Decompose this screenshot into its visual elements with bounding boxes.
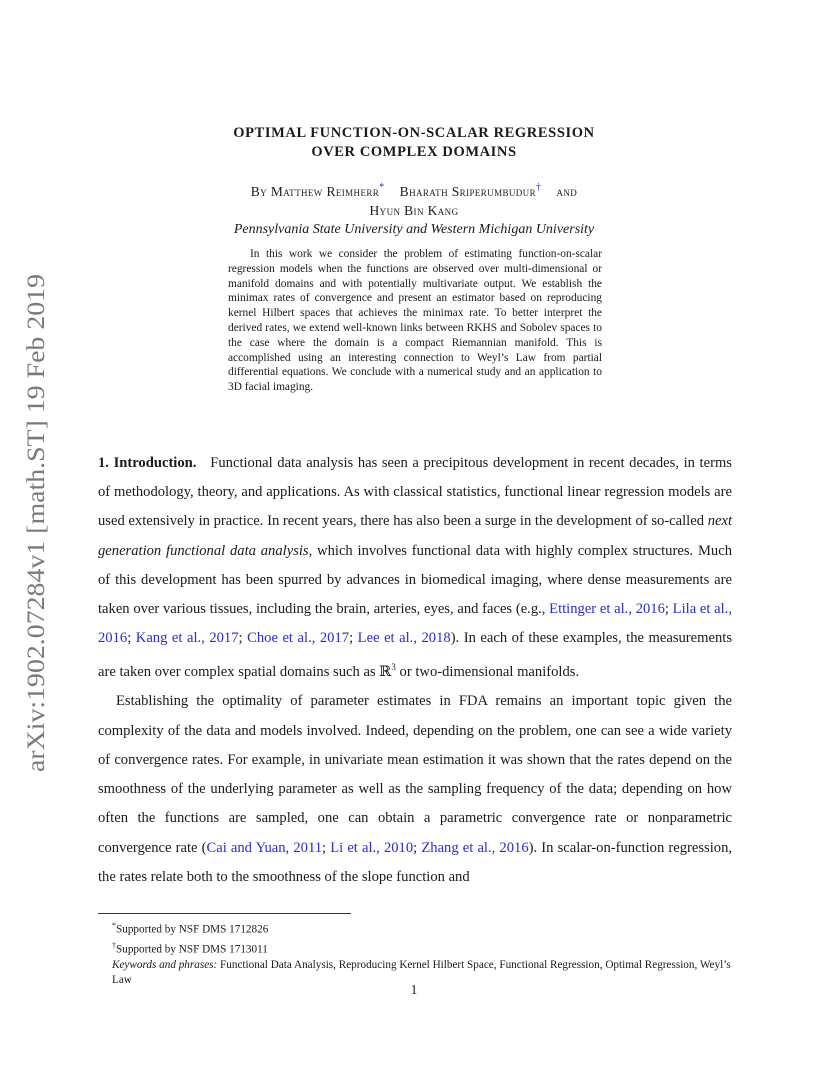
citation-link[interactable]: Cai and Yuan, 2011 bbox=[206, 839, 322, 856]
section-title: Introduction. bbox=[113, 455, 197, 471]
citation-link[interactable]: Lila et al., 2016 bbox=[98, 601, 732, 647]
keywords-label: Keywords and phrases: bbox=[112, 958, 218, 971]
keywords-text: Functional Data Analysis, Reproducing Kernel Hilbert Space, Functional Regression, Optimal Regression, Weyl’s Law bbox=[112, 958, 731, 987]
author-name-3: Hyun Bin Kang bbox=[369, 203, 459, 218]
page-number: 1 bbox=[410, 982, 418, 997]
text-run: ). In scalar-on-function regression, the rates relate both to the smoothness of the slope function and bbox=[98, 839, 733, 885]
affiliation: Pennsylvania State University and Western Michigan University bbox=[233, 222, 595, 237]
citation-link[interactable]: Zhang et al., 2016 bbox=[421, 839, 529, 856]
paragraph-1: 1. Introduction. Functional data analysis has seen a precipitous development in recent decades, in terms of methodology, theory, and applications. As with classical statistics, functional linear regression models are used extensively in practice. In recent years, there has also been a surge in the development of so-called next generation functional data analysis, which involves functional data with highly complex structures. Much of this development has been spurred by advances in biomedical imaging, where dense measurements are taken over various tissues, including the brain, arteries, eyes, and faces (e.g., Ettinger et al., 2016; Lila et al., 2016; Kang et al., 2017; Choe et al., 2017; Lee et al., 2018). In each of these examples, the measurements are taken over complex spatial domains such as ℝ$^3$ or two-dimensional manifolds. bbox=[98, 455, 733, 681]
text-run: Functional data analysis has seen a precipitous development in recent decades, in terms of methodology, theory, and applications. As with classical statistics, functional linear regression models are used extensively in practice. In recent years, there has also been a surge in the development of so-called bbox=[98, 455, 732, 530]
section-number: 1. bbox=[98, 455, 109, 471]
paragraph-2: Establishing the optimality of parameter estimates in FDA remains an important topic given the complexity of the data and models involved. Indeed, depending on the problem, one can see a wide variety of convergence rates. For example, in univariate mean estimation it was shown that the rates depend on the smoothness of the underlying parameter as well as the sampling frequency of the data; depending on how often the functions are sampled, one can obtain a parametric convergence rate or nonparametric convergence rate (Cai and Yuan, 2011; Li et al., 2010; Zhang et al., 2016). In scalar-on-function regression, the rates relate both to the smoothness of the slope function and bbox=[98, 693, 733, 885]
citation-link[interactable]: Choe et al., 2017 bbox=[247, 630, 350, 647]
author-list bbox=[0, 178, 828, 220]
section-introduction bbox=[98, 449, 732, 892]
author-name-2: Bharath Sriperumbudur bbox=[399, 184, 536, 199]
author-name-1: Matthew Reimherr bbox=[270, 184, 380, 199]
by-word: By bbox=[250, 184, 268, 199]
paper-title bbox=[0, 124, 828, 162]
author-line-1 bbox=[0, 178, 828, 201]
citation-link[interactable]: Li et al., 2010 bbox=[330, 839, 414, 856]
author-footnote-mark-1[interactable]: * bbox=[379, 182, 385, 193]
author-footnote-mark-2[interactable]: † bbox=[535, 182, 542, 193]
citation-link[interactable]: Ettinger et al., 2016 bbox=[549, 601, 665, 618]
footnotes bbox=[98, 918, 732, 988]
math-symbol: ℝ bbox=[379, 664, 392, 681]
arxiv-identifier bbox=[2, 272, 62, 772]
footnote-text: Supported by NSF DMS 1712826 bbox=[116, 923, 269, 936]
citation-link[interactable]: Lee et al., 2018 bbox=[357, 630, 451, 647]
and-word: and bbox=[556, 184, 578, 199]
title-line-1: OPTIMAL FUNCTION-ON-SCALAR REGRESSION bbox=[233, 125, 595, 141]
text-run: Establishing the optimality of parameter estimates in FDA remains an important topic given the complexity of the data and models involved. Indeed, depending on the problem, one can see a wide variety of convergence rates. For example, in univariate mean estimation it was shown that the rates depend on the smoothness of the underlying parameter as well as the sampling frequency of the data; depending on how often the functions are sampled, one can obtain a parametric convergence rate or nonparametric convergence rate ( bbox=[98, 693, 732, 856]
footnote-mark: † bbox=[112, 940, 116, 950]
text-run: or two-dimensional manifolds. bbox=[395, 664, 580, 681]
footnote-text: Supported by NSF DMS 1713011 bbox=[116, 943, 268, 956]
emphasis-text: next generation functional data analysis bbox=[98, 513, 732, 559]
footnote-mark: * bbox=[112, 921, 116, 930]
title-line-2: OVER COMPLEX DOMAINS bbox=[311, 144, 517, 160]
text-run: , which involves functional data with highly complex structures. Much of this development has been spurred by advances in biomedical imaging, where dense measurements are taken over various tissues, including the brain, arteries, eyes, and faces (e.g., bbox=[98, 542, 732, 618]
footnote-divider bbox=[98, 913, 351, 914]
footnote-1 bbox=[98, 918, 732, 938]
text-run: ). In each of these examples, the measurements are taken over complex spatial domains such as bbox=[98, 630, 733, 681]
abstract: In this work we consider the problem of estimating function-on-scalar regression models when the functions are observed over multi-dimensional or manifold domains and with potentially multivariate output. We establish the minimax rates of convergence and present an estimator based on reproducing kernel Hilbert spaces that achieves the minimax rate. To better interpret the derived rates, we extend well-known links between RKHS and Sobolev spaces to the case where the domain is a compact Riemannian manifold. This is accomplished using an interesting connection to Weyl’s Law from partial differential equations. We conclude with a numerical study and an application to 3D facial imaging. bbox=[228, 248, 602, 394]
math-superscript: 3 bbox=[391, 662, 396, 673]
footnote-2 bbox=[98, 938, 732, 958]
arxiv-identifier-text: arXiv:1902.07284v1 [math.ST] 19 Feb 2019 bbox=[21, 315, 50, 772]
citation-link[interactable]: Kang et al., 2017 bbox=[135, 630, 239, 647]
